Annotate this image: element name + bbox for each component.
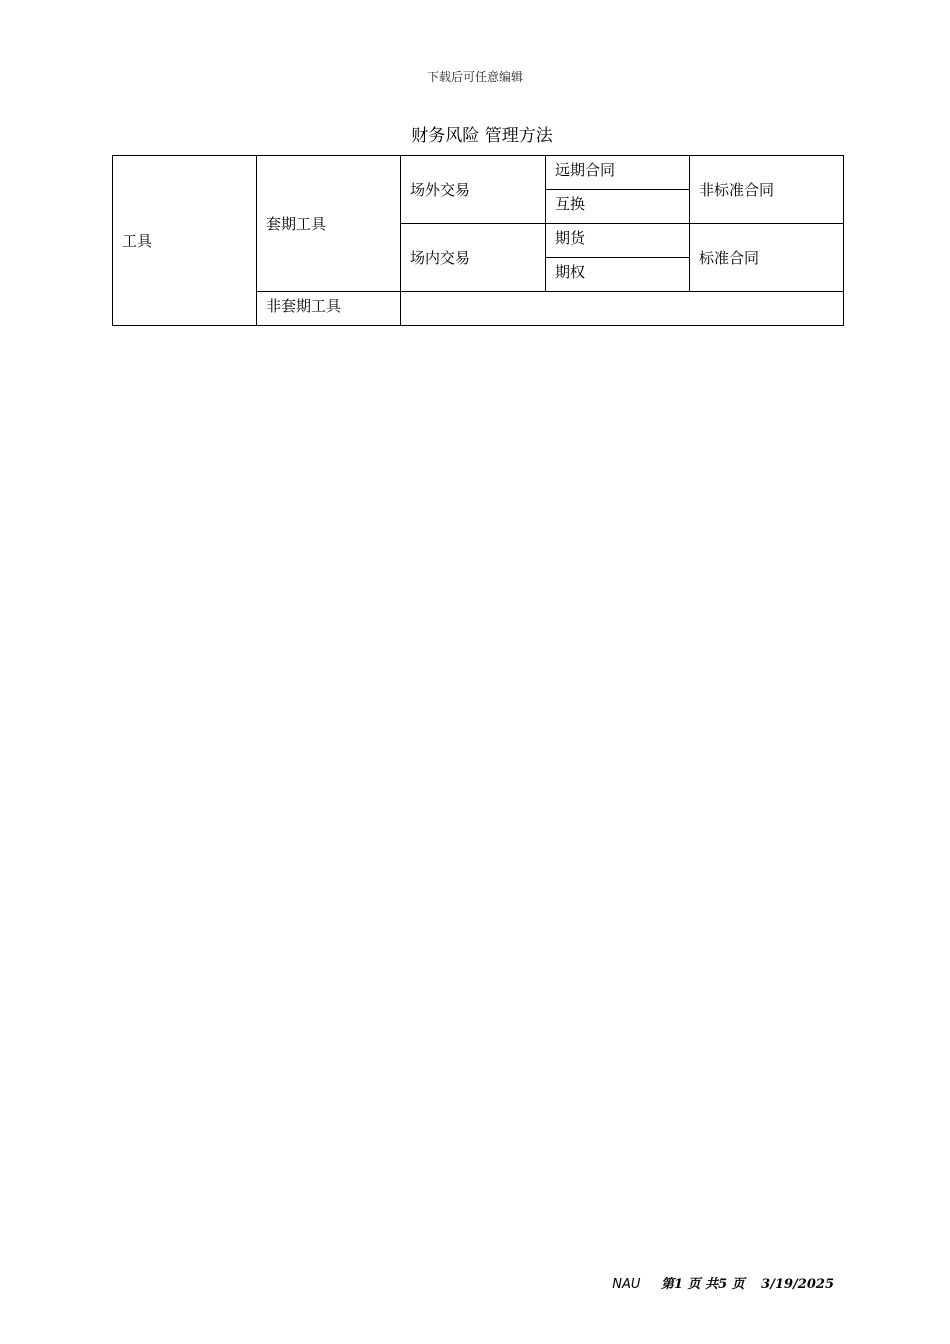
cell-futures: 期货 <box>546 224 690 258</box>
cell-option: 期权 <box>546 258 690 292</box>
cell-tool: 工具 <box>113 156 257 326</box>
footer-org: NAU <box>612 1277 641 1292</box>
cell-non-standard-contract: 非标准合同 <box>690 156 844 224</box>
cell-empty <box>401 292 844 326</box>
cell-standard-contract: 标准合同 <box>690 224 844 292</box>
cell-hedging-tool: 套期工具 <box>257 156 401 292</box>
cell-forward-contract: 远期合同 <box>546 156 690 190</box>
cell-otc-trading: 场外交易 <box>401 156 546 224</box>
tool-classification-table <box>112 155 844 326</box>
table-row <box>113 156 844 190</box>
document-title: 财务风险 管理方法 <box>411 126 553 146</box>
cell-swap: 互换 <box>546 190 690 224</box>
footer-page-number: 第1 页 共5 页 <box>660 1277 745 1292</box>
cell-non-hedging-tool: 非套期工具 <box>257 292 401 326</box>
page-header-note: 下载后可任意编辑 <box>426 70 523 84</box>
footer-date: 3/19/2025 <box>761 1277 834 1292</box>
page-footer <box>612 1273 834 1292</box>
cell-exchange-trading: 场内交易 <box>401 224 546 292</box>
